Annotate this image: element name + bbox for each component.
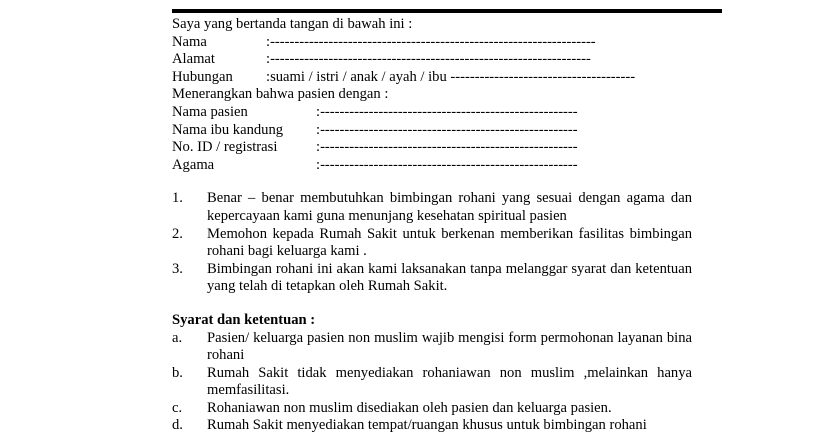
list-item-text: Benar – benar membutuhkan bimbingan rohani yang sesuai dengan agama dan kepercayaan kami guna menunjang kesehatan spiritual pasien (207, 190, 692, 225)
list-item (172, 261, 692, 296)
patient-intro-line: Menerangkan bahwa pasien dengan : (172, 86, 692, 104)
list-item (172, 400, 692, 418)
list-item-text: Rumah Sakit menyediakan tempat/ruangan khusus untuk bimbingan rohani (207, 417, 692, 435)
list-marker: 3. (172, 261, 207, 279)
form-label-alamat: Alamat (172, 51, 266, 69)
form-separator-nama-pasien: : (316, 104, 320, 122)
form-separator-agama: : (316, 157, 320, 175)
list-marker: a. (172, 330, 207, 348)
form-label-no-id-registrasi: No. ID / registrasi (172, 139, 316, 157)
form-value-nama-pasien: ----------------------------------------------------- (320, 104, 578, 122)
form-row-alamat (172, 51, 692, 69)
list-item (172, 417, 692, 435)
document-body (172, 16, 692, 435)
list-item (172, 190, 692, 225)
form-label-hubungan: Hubungan (172, 69, 266, 87)
list-item (172, 330, 692, 365)
form-value-no-id-registrasi: ----------------------------------------------------- (320, 139, 578, 157)
form-row-no-id-registrasi (172, 139, 692, 157)
form-row-nama-pasien (172, 104, 692, 122)
list-item-text: Memohon kepada Rumah Sakit untuk berkenan memberikan fasilitas bimbingan rohani bagi keluarga kami . (207, 226, 692, 261)
header-divider-rule (172, 9, 722, 13)
list-item-text: Pasien/ keluarga pasien non muslim wajib mengisi form permohonan layanan bina rohani (207, 330, 692, 365)
form-value-hubungan: suami / istri / anak / ayah / ibu -------------------------------------- (270, 69, 635, 87)
list-item-text: Bimbingan rohani ini akan kami laksanakan tanpa melanggar syarat dan ketentuan yang telah di tetapkan oleh Rumah Sakit. (207, 261, 692, 296)
form-label-nama-pasien: Nama pasien (172, 104, 316, 122)
form-separator-hubungan: : (266, 69, 270, 87)
list-marker: 1. (172, 190, 207, 208)
intro-line: Saya yang bertanda tangan di bawah ini : (172, 16, 692, 34)
lettered-list (172, 330, 692, 435)
form-label-agama: Agama (172, 157, 316, 175)
form-label-nama-ibu-kandung: Nama ibu kandung (172, 122, 316, 140)
form-label-nama: Nama (172, 34, 266, 52)
form-row-hubungan (172, 69, 692, 87)
form-separator-alamat: : (266, 51, 270, 69)
list-item (172, 365, 692, 400)
form-value-nama: ------------------------------------------------------------------- (270, 34, 596, 52)
terms-heading: Syarat dan ketentuan : (172, 312, 692, 330)
form-separator-no-id-registrasi: : (316, 139, 320, 157)
form-row-agama (172, 157, 692, 175)
list-item (172, 226, 692, 261)
form-separator-nama: : (266, 34, 270, 52)
form-row-nama (172, 34, 692, 52)
list-marker: b. (172, 365, 207, 383)
form-separator-nama-ibu-kandung: : (316, 122, 320, 140)
list-item-text: Rohaniawan non muslim disediakan oleh pasien dan keluarga pasien. (207, 400, 692, 418)
list-marker: 2. (172, 226, 207, 244)
form-row-nama-ibu-kandung (172, 122, 692, 140)
form-value-nama-ibu-kandung: ----------------------------------------------------- (320, 122, 578, 140)
numbered-list (172, 190, 692, 296)
list-marker: c. (172, 400, 207, 418)
list-item-text: Rumah Sakit tidak menyediakan rohaniawan non muslim ,melainkan hanya memfasilitasi. (207, 365, 692, 400)
form-value-agama: ----------------------------------------------------- (320, 157, 578, 175)
form-value-alamat: ------------------------------------------------------------------ (270, 51, 591, 69)
list-marker: d. (172, 417, 207, 435)
